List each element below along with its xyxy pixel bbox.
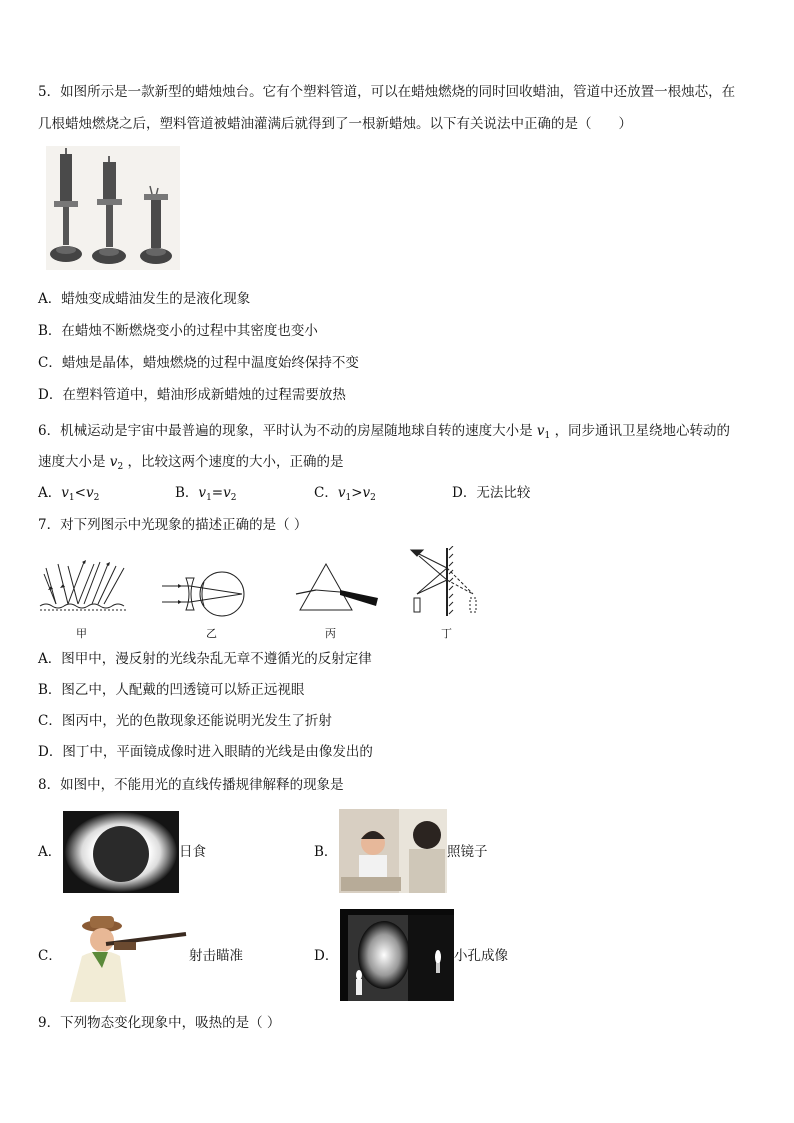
- q5-option-c[interactable]: C．蜡烛是晶体，蜡烛燃烧的过程中温度始终保持不变: [38, 355, 359, 371]
- q8-option-b-text: 照镜子: [447, 844, 488, 860]
- q7-stem: 7．对下列图示中光现象的描述正确的是（ ）: [38, 517, 308, 533]
- q8-option-a-label[interactable]: A．: [38, 844, 62, 860]
- q5-option-d[interactable]: D．在塑料管道中，蜡油形成新蜡烛的过程需要放热: [38, 387, 346, 403]
- mirror-children-photo: [339, 809, 447, 893]
- q8-stem: 8．如图中，不能用光的直线传播规律解释的现象是: [38, 777, 344, 793]
- q6-sub-1: 1: [544, 431, 551, 441]
- q6-stem-1b: ，同步通讯卫星绕地心转动的: [554, 423, 731, 439]
- shooting-aim-photo: [62, 912, 188, 1002]
- q6-sub-2: 2: [117, 462, 124, 472]
- q6-opt-a-v2: v: [85, 485, 94, 501]
- caption-bing: 丙: [325, 627, 336, 640]
- q6-opt-a-rel: <: [74, 485, 86, 501]
- q7-option-b[interactable]: B．图乙中，人配戴的凹透镜可以矫正远视眼: [38, 682, 305, 698]
- q6-opt-c-v2: v: [362, 485, 371, 501]
- solar-eclipse-photo: [63, 811, 179, 893]
- prism-dispersion-diagram: [292, 560, 384, 616]
- q6-opt-a-sub1: 1: [68, 493, 75, 503]
- q8-option-d-text: 小孔成像: [454, 948, 508, 964]
- q6-opt-c-sub2: 2: [370, 493, 376, 503]
- caption-yi: 乙: [206, 627, 217, 640]
- q6-stem-line2: [38, 452, 343, 477]
- q6-opt-a-v1: v: [61, 485, 69, 501]
- q6-option-c[interactable]: [314, 483, 376, 508]
- q6-opt-a-label: A．: [38, 485, 62, 501]
- q6-opt-b-label: B．: [175, 485, 199, 501]
- q5-option-b[interactable]: B．在蜡烛不断燃烧变小的过程中其密度也变小: [38, 323, 318, 339]
- q8-option-c-text: 射击瞄准: [189, 948, 243, 964]
- q6-opt-c-label: C．: [314, 485, 338, 501]
- q6-opt-b-sub1: 1: [206, 493, 212, 503]
- q6-option-b[interactable]: [175, 483, 236, 508]
- q7-option-a[interactable]: A．图甲中，漫反射的光线杂乱无章不遵循光的反射定律: [38, 651, 372, 667]
- pinhole-imaging-photo: [340, 909, 454, 1001]
- q8-option-a-text: 日食: [179, 844, 206, 860]
- q5-stem-line2: 几根蜡烛燃烧之后，塑料管道被蜡油灌满后就得到了一根新蜡烛。以下有关说法中正确的是（ ）: [38, 116, 632, 132]
- q8-option-c-label[interactable]: C．: [38, 948, 62, 964]
- diffuse-reflection-diagram: [38, 558, 130, 616]
- q5-stem-line1: 5．如图所示是一款新型的蜡烛烛台。它有个塑料管道，可以在蜡烛燃烧的同时回收蜡油，管道中还放置一根烛芯，在: [38, 84, 736, 100]
- q6-option-d[interactable]: D．无法比较: [452, 485, 531, 501]
- q6-opt-c-v1: v: [337, 485, 346, 501]
- q6-opt-a-sub2: 2: [93, 493, 100, 503]
- plane-mirror-diagram: [405, 546, 481, 618]
- q6-opt-b-v1: v: [198, 485, 207, 501]
- q6-opt-b-rel: =: [211, 485, 224, 501]
- concave-lens-eye-diagram: [160, 566, 250, 624]
- caption-ding: 丁: [441, 627, 452, 640]
- q6-var-v2: v: [109, 454, 118, 470]
- q6-stem-2a: 速度大小是: [38, 454, 106, 470]
- q6-opt-c-rel: >: [351, 485, 363, 501]
- q6-stem-1a: 6．机械运动是宇宙中最普遍的现象，平时认为不动的房屋随地球自转的速度大小是: [38, 423, 533, 439]
- q5-option-a[interactable]: A．蜡烛变成蜡油发生的是液化现象: [38, 291, 251, 307]
- q6-stem-line1: [38, 421, 730, 446]
- q6-opt-b-sub2: 2: [230, 493, 237, 503]
- q6-opt-b-v2: v: [223, 485, 231, 501]
- q6-var-v1: v: [536, 423, 545, 439]
- q9-stem: 9．下列物态变化现象中，吸热的是（ ）: [38, 1015, 281, 1031]
- q6-stem-2b: ，比较这两个速度的大小，正确的是: [127, 454, 344, 470]
- candle-holders-photo: [46, 146, 180, 270]
- q8-option-d-label[interactable]: D．: [314, 948, 339, 964]
- q7-option-c[interactable]: C．图丙中，光的色散现象还能说明光发生了折射: [38, 713, 332, 729]
- caption-jia: 甲: [76, 627, 87, 640]
- q6-option-a[interactable]: [38, 483, 99, 508]
- q8-option-b-label[interactable]: B．: [314, 844, 338, 860]
- q6-opt-c-sub1: 1: [345, 493, 352, 503]
- q7-option-d[interactable]: D．图丁中，平面镜成像时进入眼睛的光线是由像发出的: [38, 744, 373, 760]
